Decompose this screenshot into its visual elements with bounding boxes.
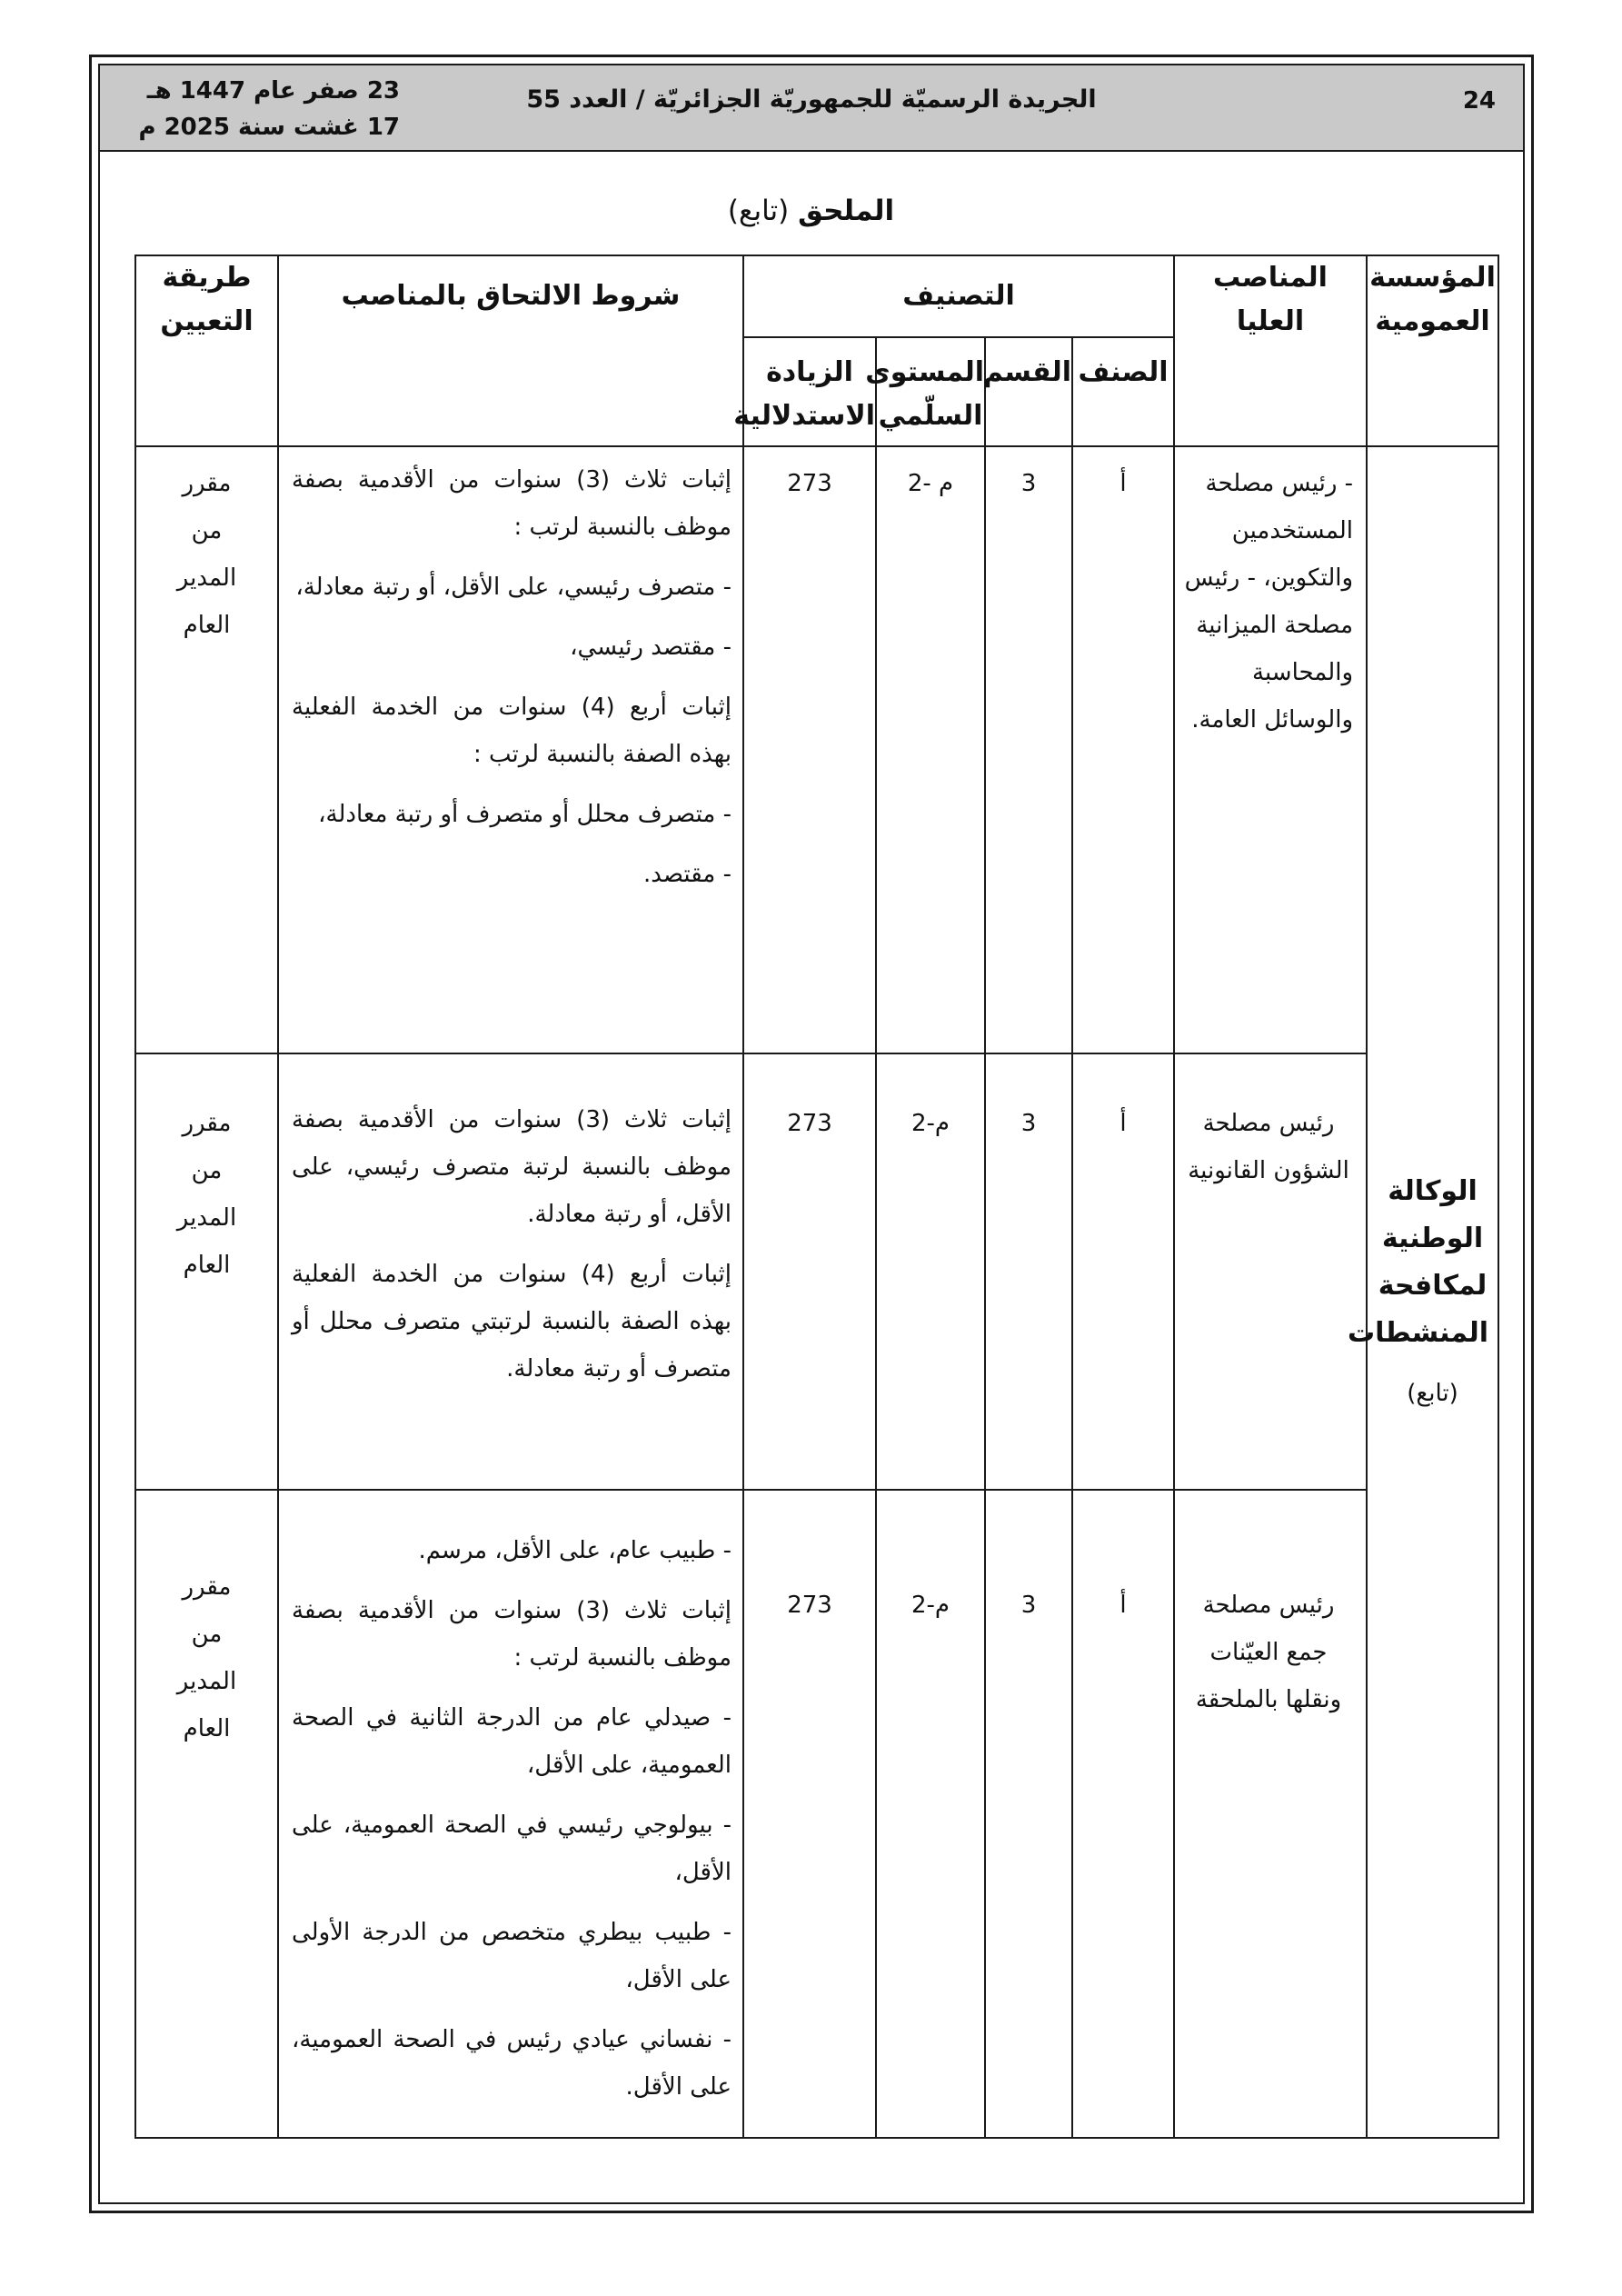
header-hierarchical-level: المستوى السلّمي: [876, 337, 985, 446]
gazette-title: الجريدة الرسميّة للجمهوريّة الجزائريّة / العدد 55: [526, 85, 1097, 114]
category-cell: أ: [1072, 1490, 1174, 2138]
level-cell: م-2: [876, 1490, 985, 2138]
appointment-cell: مقرر من المدير العام: [135, 1053, 278, 1490]
level-cell: م-2: [876, 1053, 985, 1490]
condition-line: إثبات ثلاث (3) سنوات من الأقدمية بصفة موظف بالنسبة لرتبة متصرف رئيسي، على الأقل، أو رتبة معادلة.: [292, 1106, 731, 1228]
page-number: 24: [1462, 87, 1496, 115]
level-cell: م -2: [876, 446, 985, 1053]
institution-name: الوكالة الوطنية لمكافحة المنشطات: [1347, 1174, 1489, 1349]
conditions-cell: [278, 1490, 743, 2138]
category-cell: أ: [1072, 446, 1174, 1053]
condition-line: - متصرف محلل أو متصرف أو رتبة معادلة،: [318, 801, 731, 828]
header-category: الصنف: [1072, 337, 1174, 446]
condition-line: - طبيب عام، على الأقل، مرسم.: [418, 1537, 731, 1564]
header-index-increase: الزيادة الاستدلالية: [743, 337, 876, 446]
increase-cell: 273: [743, 446, 876, 1053]
section-cell: 3: [985, 446, 1072, 1053]
condition-line: - طبيب بيطري متخصص من الدرجة الأولى على الأقل،: [292, 1919, 731, 1993]
condition-line: إثبات أربع (4) سنوات من الخدمة الفعلية بهذه الصفة بالنسبة لرتبتي متصرف محلل أو متصرف أو رتبة معادلة.: [292, 1261, 732, 1383]
table-row: [135, 446, 1498, 1053]
appointment-cell: مقرر من المدير العام: [135, 446, 278, 1053]
date-gregorian: 17 غشت سنة 2025 م: [138, 114, 400, 141]
increase-cell: 273: [743, 1053, 876, 1490]
section-cell: 3: [985, 1490, 1072, 2138]
institution-cell: [1347, 446, 1498, 2138]
conditions-cell: [278, 446, 743, 1053]
condition-line: إثبات أربع (4) سنوات من الخدمة الفعلية بهذه الصفة بالنسبة لرتب :: [292, 694, 732, 768]
positions-table: [134, 255, 1499, 2139]
condition-line: - مقتصد.: [642, 861, 731, 888]
condition-line: - بيولوجي رئيسي في الصحة العمومية، على الأقل،: [292, 1812, 731, 1886]
header-classification: التصنيف: [743, 255, 1174, 337]
condition-line: - نفساني عيادي رئيس في الصحة العمومية، على الأقل.: [292, 2026, 731, 2101]
header-institution: المؤسسة العمومية: [1367, 255, 1498, 446]
appointment-cell: مقرر من المدير العام: [135, 1490, 278, 2138]
condition-line: إثبات ثلاث (3) سنوات من الأقدمية بصفة موظف بالنسبة لرتب :: [292, 466, 731, 541]
condition-line: - متصرف رئيسي، على الأقل، أو رتبة معادلة،: [295, 574, 731, 601]
issue-date: [127, 73, 400, 145]
table-row: [135, 1053, 1498, 1490]
category-cell: أ: [1072, 1053, 1174, 1490]
condition-line: - صيدلي عام من الدرجة الثانية في الصحة العمومية، على الأقل،: [292, 1704, 731, 1779]
conditions-cell: [278, 1053, 743, 1490]
increase-cell: 273: [743, 1490, 876, 2138]
position-cell: - رئيس مصلحة المستخدمين والتكوين، - رئيس مصلحة الميزانية والمحاسبة والوسائل العامة.: [1174, 446, 1367, 1053]
header-positions: المناصب العليا: [1174, 255, 1367, 446]
header-section: القسم: [985, 337, 1072, 446]
position-cell: رئيس مصلحة جمع العيّنات ونقلها بالملحقة: [1174, 1490, 1367, 2138]
gazette-header: [100, 65, 1523, 152]
annex-title: [0, 195, 1622, 227]
condition-line: إثبات ثلاث (3) سنوات من الأقدمية بصفة موظف بالنسبة لرتب :: [292, 1597, 731, 1672]
header-conditions: شروط الالتحاق بالمناصب: [278, 255, 743, 446]
annex-title-bold: الملحق: [798, 195, 895, 227]
institution-note: (تابع): [1407, 1379, 1458, 1407]
condition-line: - مقتصد رئيسي،: [570, 634, 731, 661]
position-cell: رئيس مصلحة الشؤون القانونية: [1174, 1053, 1367, 1490]
annex-title-suffix: (تابع): [727, 195, 799, 227]
date-hijri: 23 صفر عام 1447 هـ: [146, 77, 400, 105]
table-row: [135, 1490, 1498, 2138]
section-cell: 3: [985, 1053, 1072, 1490]
header-appointment: طريقة التعيين: [135, 255, 278, 446]
